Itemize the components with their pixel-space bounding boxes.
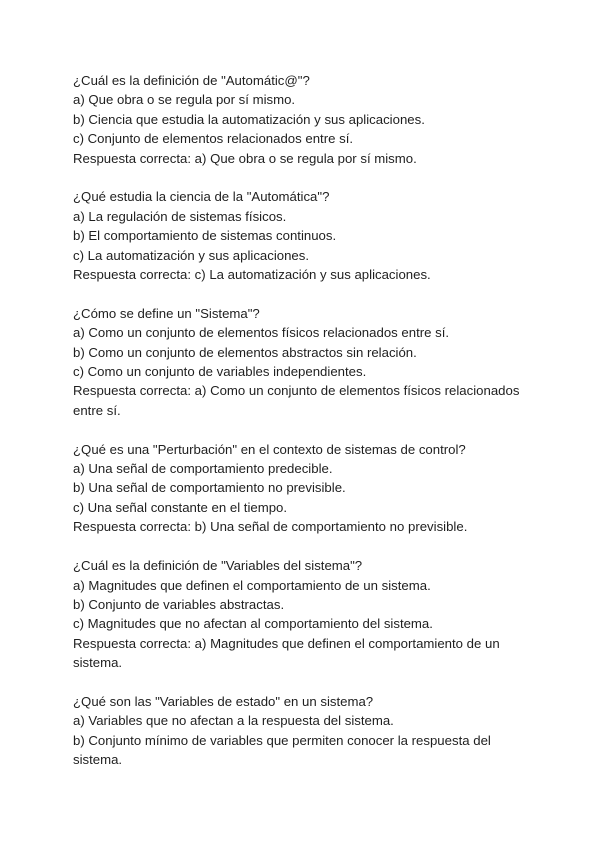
option-a: a) Como un conjunto de elementos físicos relacionados entre sí.	[73, 325, 450, 341]
correct-answer: Respuesta correcta: a) Magnitudes que definen el comportamiento de un sistema.	[73, 635, 500, 671]
correct-answer: Respuesta correcta: a) Que obra o se regula por sí mismo.	[73, 150, 417, 166]
option-b: b) Conjunto mínimo de variables que permiten conocer la respuesta del sistema.	[73, 732, 491, 768]
option-c: c) Como un conjunto de variables independientes.	[73, 364, 367, 380]
option-c: c) La automatización y sus aplicaciones.	[73, 247, 310, 263]
question-text: ¿Cuál es la definición de "Variables del sistema"?	[73, 558, 363, 574]
option-b: b) Ciencia que estudia la automatización y sus aplicaciones.	[73, 111, 425, 127]
option-c: c) Conjunto de elementos relacionados entre sí.	[73, 131, 354, 147]
question-text: ¿Qué estudia la ciencia de la "Automática"?	[73, 189, 330, 205]
option-b: b) Como un conjunto de elementos abstractos sin relación.	[73, 344, 417, 360]
question-text: ¿Cuál es la definición de "Automátic@"?	[73, 73, 310, 88]
correct-answer: Respuesta correcta: b) Una señal de comportamiento no previsible.	[73, 519, 468, 535]
option-b: b) Una señal de comportamiento no previsible.	[73, 480, 346, 496]
option-a: a) Una señal de comportamiento predecible.	[73, 461, 333, 477]
question-text: ¿Qué son las "Variables de estado" en un sistema?	[73, 693, 374, 709]
correct-answer: Respuesta correcta: c) La automatización y sus aplicaciones.	[73, 267, 431, 283]
question-block-1	[73, 71, 533, 168]
option-a: a) Variables que no afectan a la respuesta del sistema.	[73, 713, 394, 729]
question-block-4	[73, 440, 533, 537]
question-text: ¿Cómo se define un "Sistema"?	[73, 305, 260, 321]
option-c: c) Una señal constante en el tiempo.	[73, 499, 288, 515]
option-b: b) El comportamiento de sistemas continuos.	[73, 228, 337, 244]
option-c: c) Magnitudes que no afectan al comportamiento del sistema.	[73, 616, 433, 632]
question-block-5	[73, 556, 533, 672]
option-a: a) Que obra o se regula por sí mismo.	[73, 92, 296, 108]
option-a: a) Magnitudes que definen el comportamiento de un sistema.	[73, 577, 431, 593]
option-a: a) La regulación de sistemas físicos.	[73, 208, 287, 224]
question-text: ¿Qué es una "Perturbación" en el contexto de sistemas de control?	[73, 441, 466, 457]
option-b: b) Conjunto de variables abstractas.	[73, 596, 285, 612]
question-block-3	[73, 304, 533, 420]
question-block-2	[73, 187, 533, 284]
document-content	[73, 71, 533, 789]
question-block-6	[73, 692, 533, 770]
correct-answer: Respuesta correcta: a) Como un conjunto de elementos físicos relacionados entre sí.	[73, 383, 520, 418]
